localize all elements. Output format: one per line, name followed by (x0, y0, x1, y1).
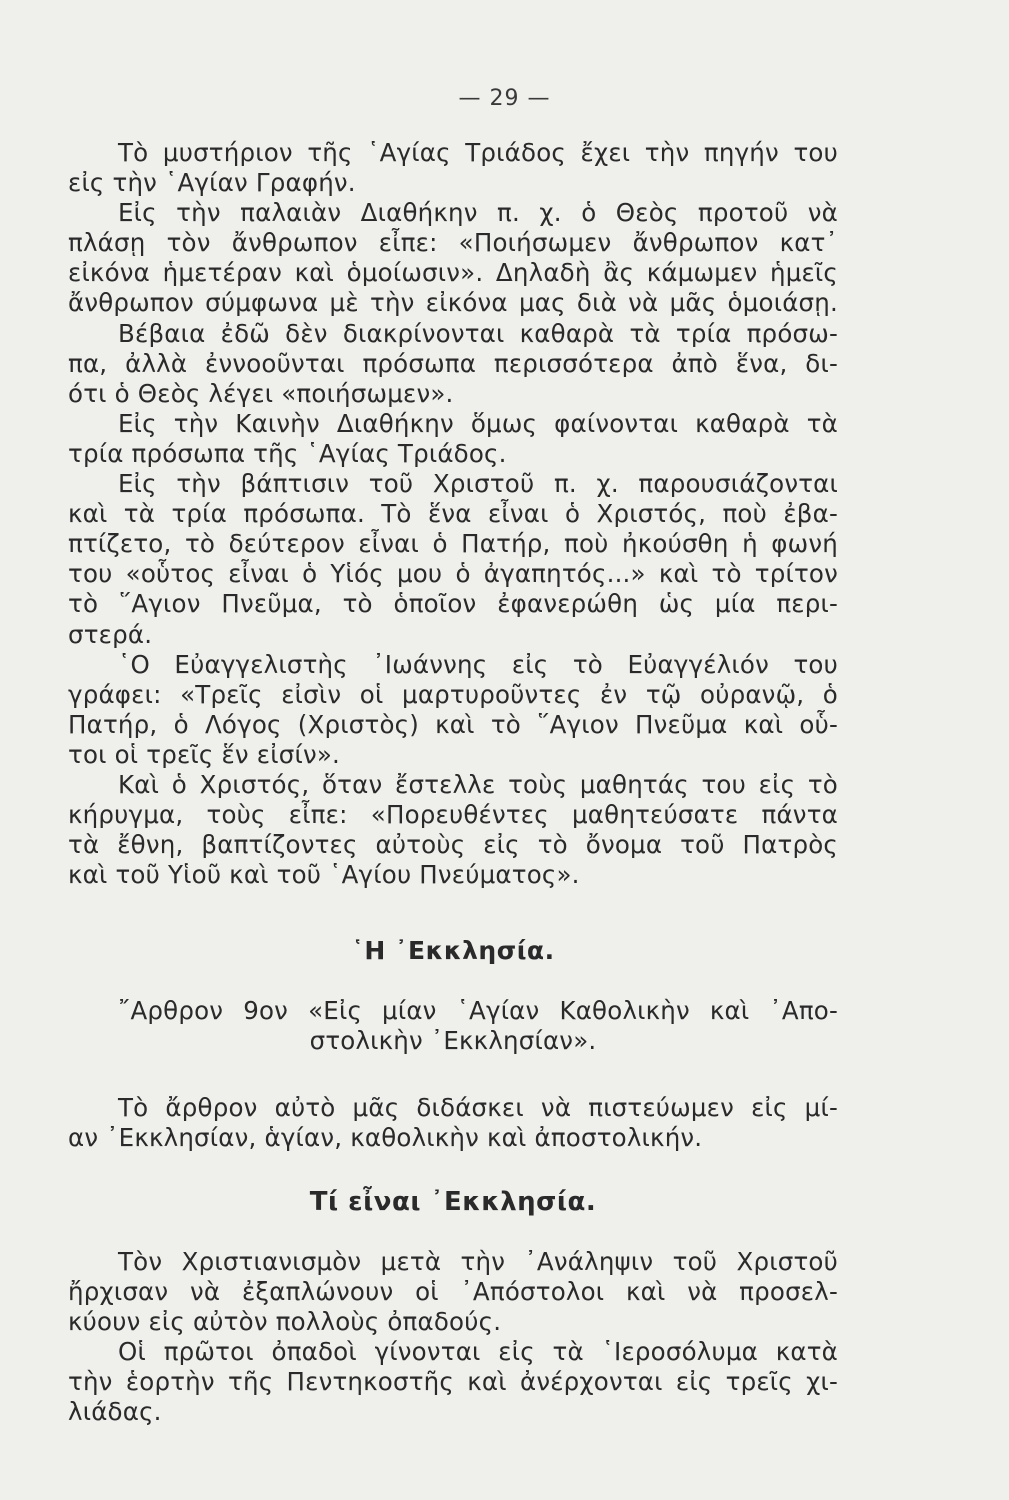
text-line: κύουν εἰς αὐτὸν πολλοὺς ὀπαδούς. (68, 1306, 502, 1336)
paragraph (68, 469, 838, 650)
text-line: Εἰς τὴν βάπτισιν τοῦ Χριστοῦ π. χ. παρουσιάζονται (118, 469, 838, 499)
text-line: αν ᾿Εκκλησίαν, ἁγίαν, καθολικὴν καὶ ἀποστολικήν. (68, 1122, 703, 1152)
text-line: πλάσῃ τὸν ἄνθρωπον εἶπε: «Ποιήσωμεν ἄνθρωπον κατ᾿ (68, 228, 838, 258)
paragraph (68, 650, 838, 770)
text-line: λιάδας. (68, 1397, 162, 1427)
text-line: Τὸ μυστήριον τῆς ῾Αγίας Τριάδος ἔχει τὴν πηγήν του (118, 138, 838, 167)
text-line: ῎Αρθρον 9ον «Εἰς μίαν ῾Αγίαν Καθολικὴν καὶ ᾿Απο- (118, 996, 838, 1026)
paragraph (68, 319, 838, 409)
paragraph (68, 770, 838, 890)
paragraph (68, 1247, 838, 1337)
text-line: γράφει: «Τρεῖς εἰσὶν οἱ μαρτυροῦντες ἐν τῷ οὐρανῷ, ὁ (68, 679, 838, 709)
text-line: Τὸν Χριστιανισμὸν μετὰ τὴν ᾿Ανάληψιν τοῦ Χριστοῦ (118, 1246, 838, 1276)
text-line: καὶ τὰ τρία πρόσωπα. Τὸ ἕνα εἶναι ὁ Χριστός, ποὺ ἐβα- (68, 499, 838, 529)
text-line: πτίζετο, τὸ δεύτερον εἶναι ὁ Πατήρ, ποὺ ἠκούσθη ἡ φωνή (68, 529, 838, 559)
text-line: τρία πρόσωπα τῆς ῾Αγίας Τριάδος. (68, 438, 507, 468)
text-line: ότι ὁ Θεὸς λέγει «ποιήσωμεν». (68, 378, 454, 408)
text-line: εἰς τὴν ῾Αγίαν Γραφήν. (68, 168, 356, 198)
text-line: στολικὴν ᾿Εκκλησίαν». (309, 1026, 597, 1056)
paragraph (68, 409, 838, 469)
text-line: Εἰς τὴν παλαιὰν Διαθήκην π. χ. ὁ Θεὸς προτοῦ νὰ (118, 198, 838, 228)
text-line: Εἰς τὴν Καινὴν Διαθήκην ὅμως φαίνονται καθαρὰ τὰ (118, 408, 838, 438)
section-heading-what-is-church: Τί εἶναι ᾿Εκκλησία. (309, 1186, 597, 1217)
paragraph (68, 138, 838, 198)
article-statement (68, 996, 838, 1056)
text-line: Καὶ ὁ Χριστός, ὅταν ἔστελλε τοὺς μαθητάς του εἰς τὸ (118, 769, 838, 799)
text-line: κήρυγμα, τοὺς εἶπε: «Πορευθέντες μαθητεύσατε πάντα (68, 800, 838, 830)
text-line: τὸ ῞Αγιον Πνεῦμα, τὸ ὁποῖον ἐφανερώθη ὡς μία περι- (68, 589, 838, 619)
text-line: ῾Ο Εὐαγγελιστὴς ᾿Ιωάννης εἰς τὸ Εὐαγγέλιόν του (118, 649, 838, 679)
page-body (68, 138, 838, 1427)
text-line: τὴν ἑορτὴν τῆς Πεντηκοστῆς καὶ ἀνέρχονται εἰς τρεῖς χι- (68, 1367, 838, 1397)
text-line: ἤρχισαν νὰ ἐξαπλώνουν οἱ ᾿Απόστολοι καὶ νὰ προσελ- (68, 1276, 838, 1306)
text-line: στερά. (68, 619, 153, 649)
text-line: τοι οἱ τρεῖς ἕν εἰσίν». (68, 739, 341, 769)
text-line: του «οὗτος εἶναι ὁ Υἱός μου ὁ ἀγαπητός...» καὶ τὸ τρίτον (68, 559, 838, 589)
text-line: πα, ἀλλὰ ἐννοοῦνται πρόσωπα περισσότερα ἀπὸ ἕνα, δι- (68, 348, 838, 378)
paragraph (68, 1093, 838, 1153)
text-line: τὰ ἔθνη, βαπτίζοντες αὐτοὺς εἰς τὸ ὄνομα τοῦ Πατρὸς (68, 830, 838, 860)
text-line: ἄνθρωπον σύμφωνα μὲ τὴν εἰκόνα μας διὰ νὰ μᾶς ὁμοιάσῃ. (68, 288, 838, 318)
text-line: Οἱ πρῶτοι ὀπαδοὶ γίνονται εἰς τὰ ῾Ιεροσόλυμα κατὰ (118, 1337, 838, 1366)
text-line: εἰκόνα ἡμετέραν καὶ ὁμοίωσιν». Δηλαδὴ ἂς κάμωμεν ἡμεῖς (68, 258, 838, 288)
text-line: Πατήρ, ὁ Λόγος (Χριστὸς) καὶ τὸ ῞Αγιον Πνεῦμα καὶ οὗ- (68, 709, 838, 739)
text-line: καὶ τοῦ Υἱοῦ καὶ τοῦ ῾Αγίου Πνεύματος». (68, 860, 580, 890)
paragraph (68, 1337, 838, 1427)
section-heading-church: ῾Η ᾿Εκκλησία. (351, 936, 555, 966)
text-line: Τὸ ἄρθρον αὐτὸ μᾶς διδάσκει νὰ πιστεύωμεν εἰς μί- (118, 1092, 838, 1122)
page-number: — 29 — (458, 86, 551, 111)
text-line: Βέβαια ἐδῶ δὲν διακρίνονται καθαρὰ τὰ τρία πρόσω- (118, 318, 838, 348)
paragraph (68, 198, 838, 318)
